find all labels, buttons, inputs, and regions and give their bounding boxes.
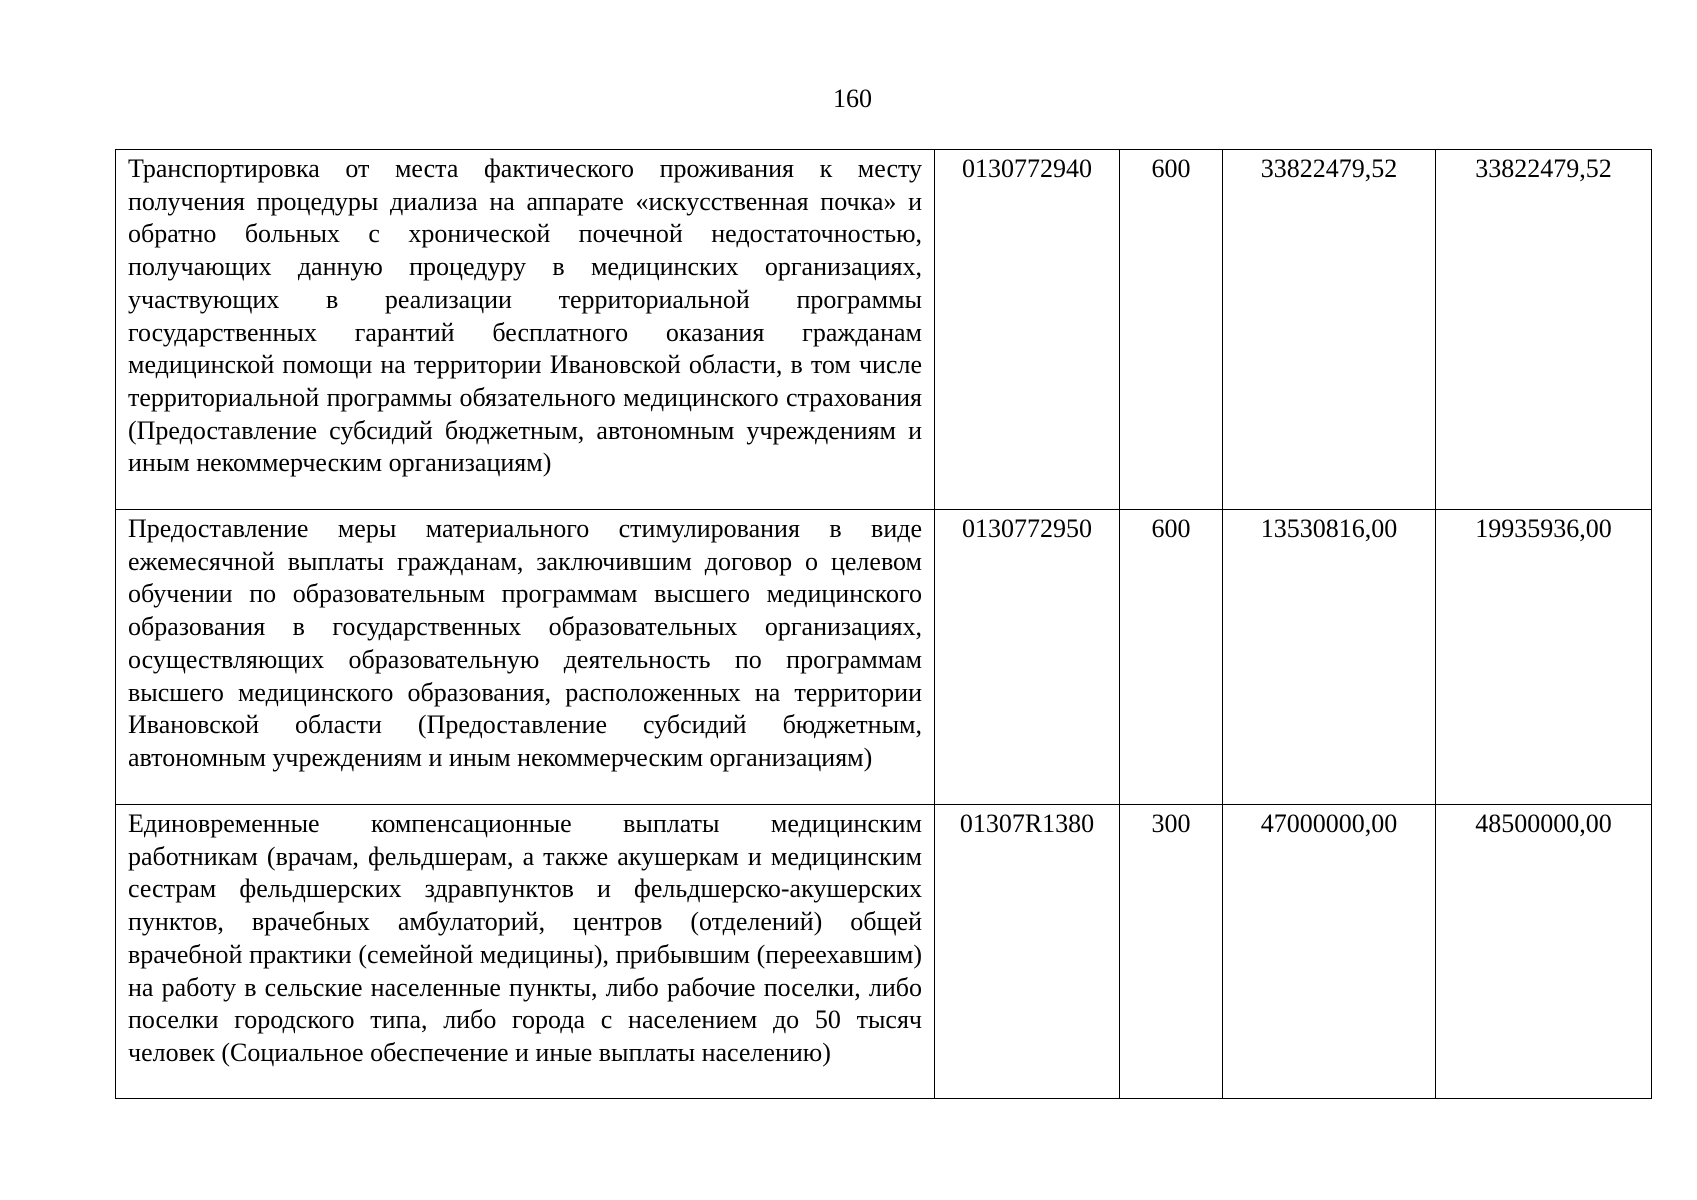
table-row — [116, 805, 1652, 1099]
page-number: 160 — [833, 84, 872, 113]
cell-expense-type: 600 — [1120, 150, 1223, 510]
cell-expense-type: 300 — [1120, 805, 1223, 1099]
cell-amount-2: 48500000,00 — [1436, 805, 1652, 1099]
cell-description: Единовременные компенсационные выплаты медицинским работникам (врачам, фельдшерам, а также акушеркам и медицинским сестрам фельдшерских здравпунктов и фельдшерско-акушерских пунктов, врачебных амбулаторий, центров (отделений) общей врачебной практики (семейной медицины), прибывшим (переехавшим) на работу в сельские населенные пункты, либо рабочие поселки, либо поселки городского типа, либо города с населением до 50 тысяч человек (Социальное обеспечение и иные выплаты населению) — [116, 805, 935, 1099]
cell-amount-1: 13530816,00 — [1223, 510, 1436, 805]
table-row — [116, 150, 1652, 510]
budget-table — [115, 149, 1652, 1099]
cell-amount-2: 33822479,52 — [1436, 150, 1652, 510]
cell-description: Транспортировка от места фактического проживания к месту получения процедуры диализа на аппарате «искусственная почка» и обратно больных с хронической почечной недостаточностью, получающих данную процедуру в медицинских организациях, участвующих в реализации территориальной программы государственных гарантий бесплатного оказания гражданам медицинской помощи на территории Ивановской области, в том числе территориальной программы обязательного медицинского страхования (Предоставление субсидий бюджетным, автономным учреждениям и иным некоммерческим организациям) — [116, 150, 935, 510]
cell-amount-2: 19935936,00 — [1436, 510, 1652, 805]
cell-description: Предоставление меры материального стимулирования в виде ежемесячной выплаты гражданам, заключившим договор о целевом обучении по образовательным программам высшего медицинского образования в государственных образовательных организациях, осуществляющих образовательную деятельность по программам высшего медицинского образования, расположенных на территории Ивановской области (Предоставление субсидий бюджетным, автономным учреждениям и иным некоммерческим организациям) — [116, 510, 935, 805]
cell-expense-type: 600 — [1120, 510, 1223, 805]
table-row — [116, 510, 1652, 805]
cell-target-code: 0130772950 — [935, 510, 1120, 805]
cell-target-code: 01307R1380 — [935, 805, 1120, 1099]
cell-amount-1: 47000000,00 — [1223, 805, 1436, 1099]
cell-amount-1: 33822479,52 — [1223, 150, 1436, 510]
cell-target-code: 0130772940 — [935, 150, 1120, 510]
